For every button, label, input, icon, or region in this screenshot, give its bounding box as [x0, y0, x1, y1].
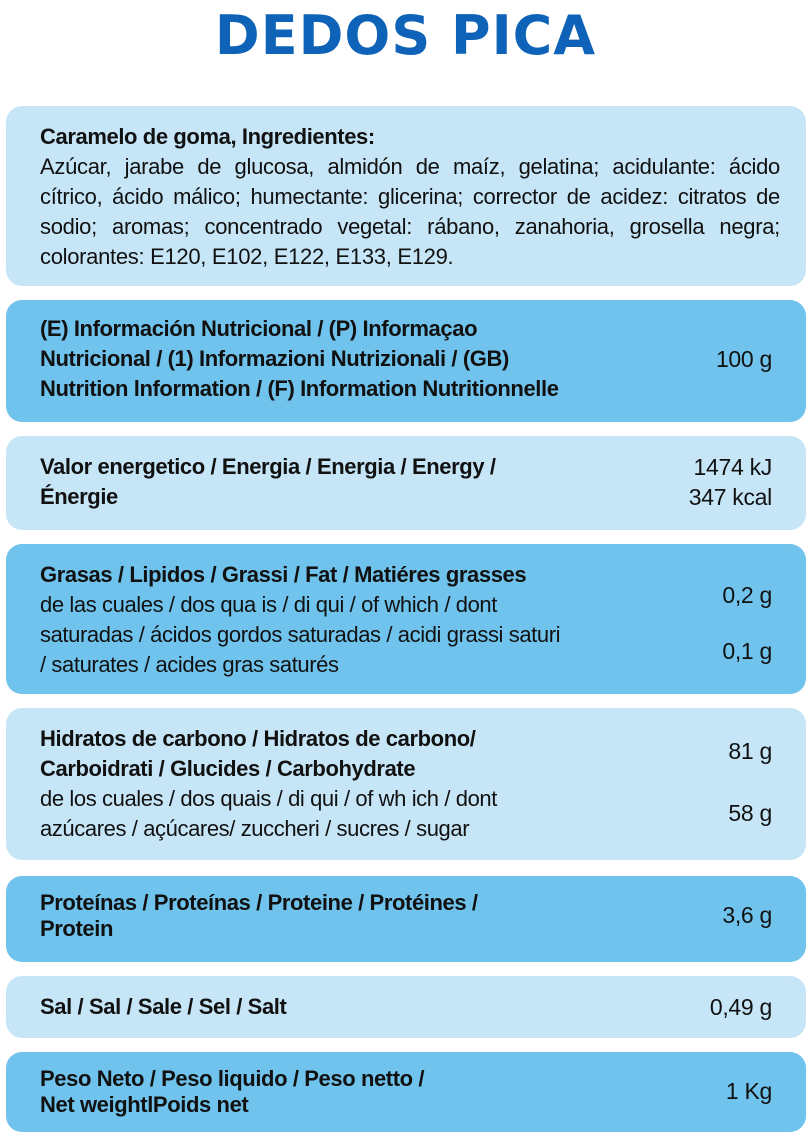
- product-title: DEDOS PICA: [214, 4, 597, 67]
- ingredients-text: Azúcar, jarabe de glucosa, almidón de maíz, gelatina; acidulante: ácido cítrico, ácido málico; humectante: glicerina; corrector de acidez: citratos de sodio; aromas; concentrado vegetal: rábano, zanahoria, grosella negra; colorantes: E120, E102, E122, E133, E129.: [40, 154, 780, 269]
- salt-label: Sal / Sal / Sale / Sel / Salt: [40, 994, 287, 1019]
- net-weight-label-line-2: Net weightlPoids net: [40, 1092, 249, 1117]
- carbohydrate-panel: [6, 708, 806, 860]
- net-weight-value: 1 Kg: [725, 1078, 772, 1104]
- salt-value: 0,49 g: [709, 994, 772, 1020]
- salt-panel: [6, 976, 806, 1038]
- nutrition-header-panel: [6, 300, 806, 422]
- ingredients-panel: [6, 106, 806, 286]
- energy-label: [40, 452, 496, 512]
- energy-label-line-1: Valor energetico / Energia / Energia / Energy /: [40, 454, 496, 479]
- energy-label-line-2: Énergie: [40, 484, 118, 509]
- nutrition-header-line-2: Nutricional / (1) Informazioni Nutrizionali / (GB): [40, 346, 509, 371]
- nutrition-header-line-1: (E) Información Nutricional / (P) Informaçao: [40, 316, 478, 341]
- sugars-sub-line-2: azúcares / açúcares/ zuccheri / sucres / sugar: [40, 816, 470, 841]
- saturated-fat-value: 0,1 g: [722, 638, 772, 664]
- protein-label-line-1: Proteínas / Proteínas / Proteine / Protéines /: [40, 890, 478, 915]
- net-weight-label: [40, 1066, 424, 1118]
- fat-sub-line-2: saturadas / ácidos gordos saturadas / acidi grassi saturi: [40, 622, 561, 647]
- protein-label-line-2: Protein: [40, 916, 113, 941]
- protein-value: 3,6 g: [722, 902, 772, 928]
- nutrition-header-text: [40, 314, 559, 404]
- carbohydrate-value: 81 g: [728, 738, 772, 764]
- net-weight-label-line-1: Peso Neto / Peso liquido / Peso netto /: [40, 1066, 425, 1091]
- nutrition-header-line-3: Nutrition lnformation / (F) Information Nutritionnelle: [40, 376, 559, 401]
- fat-value: 0,2 g: [722, 582, 772, 608]
- sugars-sub-line-1: de los cuales / dos quais / di qui / of wh ich / dont: [40, 786, 497, 811]
- protein-label: [40, 890, 478, 942]
- fat-sub-line-1: de las cuales / dos qua is / di qui / of which / dont: [40, 592, 497, 617]
- carbohydrate-heading-line-2: Carboidrati / Glucides / Carbohydrate: [40, 756, 416, 781]
- sugars-value: 58 g: [728, 800, 772, 826]
- ingredients-heading: Caramelo de goma, Ingredientes:: [40, 124, 375, 149]
- fat-panel: [6, 544, 806, 694]
- energy-value: [689, 452, 772, 512]
- fat-heading: Grasas / Lipidos / Grassi / Fat / Matiéres grasses: [40, 562, 527, 587]
- protein-panel: [6, 876, 806, 962]
- energy-panel: [6, 436, 806, 530]
- fat-label: [40, 560, 560, 680]
- energy-kcal: 347 kcal: [688, 484, 772, 510]
- fat-sub-line-3: / saturates / acides gras saturés: [40, 652, 339, 677]
- carbohydrate-heading-line-1: Hidratos de carbono / Hidratos de carbono/: [40, 726, 476, 751]
- reference-amount: 100 g: [715, 346, 772, 372]
- energy-kj: 1474 kJ: [693, 454, 772, 480]
- carbohydrate-label: [40, 724, 497, 844]
- net-weight-panel: [6, 1052, 806, 1132]
